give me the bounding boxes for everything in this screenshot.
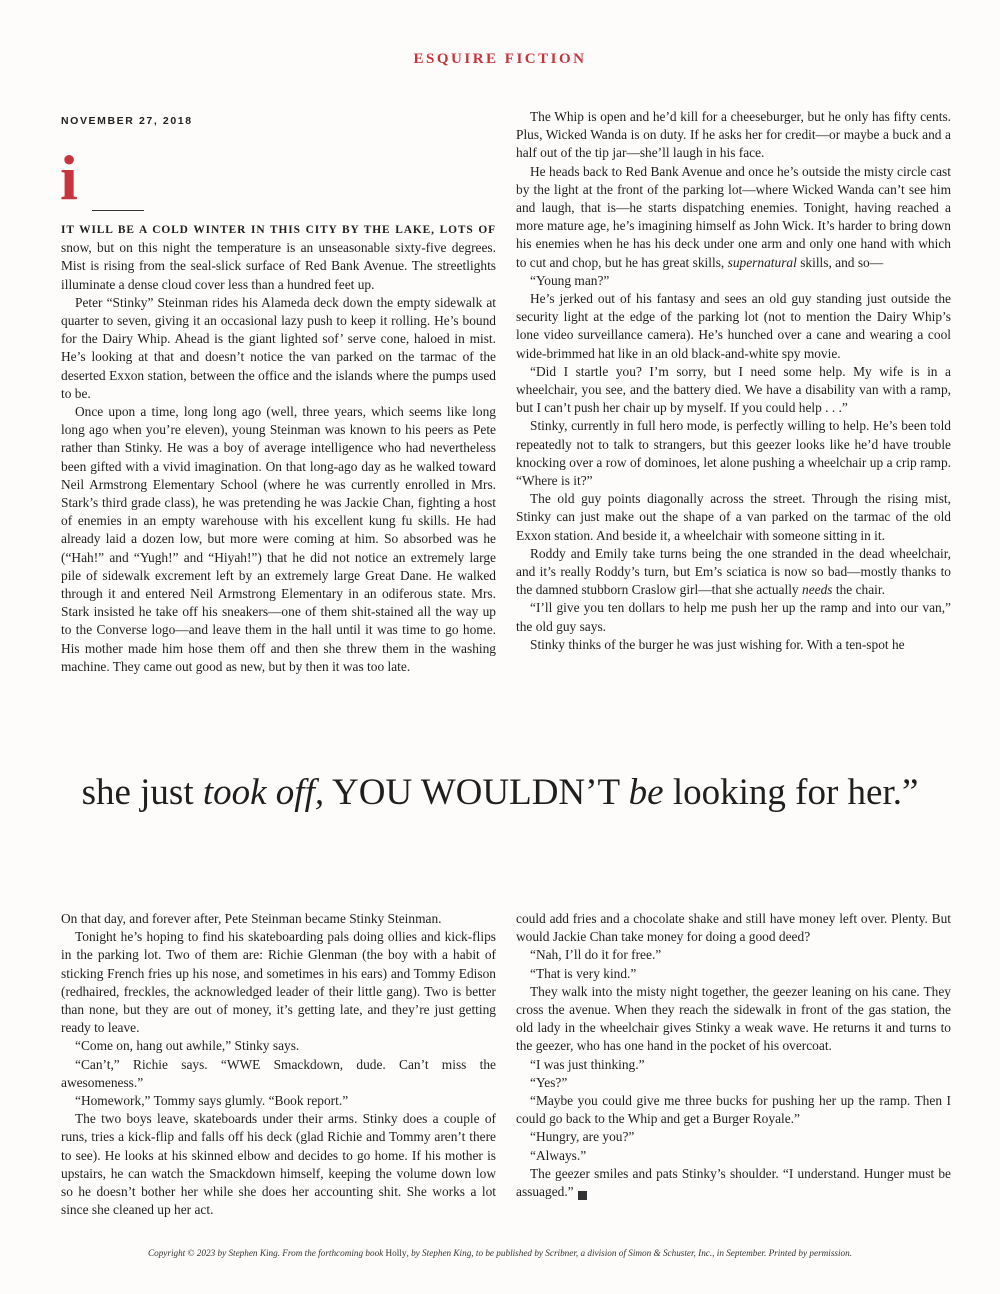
copyright-text: Copyright © 2023 by Stephen King. From the forthcoming book	[147, 1248, 386, 1258]
paragraph: “Yes?”	[530, 1074, 568, 1090]
paragraph: “Always.”	[530, 1147, 587, 1163]
paragraph-text: the chair.	[835, 582, 885, 598]
paragraph: The two boys leave, skateboards under their arms. Stinky does a couple of runs, tries a kick-flip and falls off his deck (glad Richie and Tommy aren’t there to see). He looks at his skinned elbow and decides to go home. If his mother is upstairs, he can watch the Smackdown himself, keeping the volume down low so he doesn’t bother her while she does her accounting shit. She works a lot since she cleaned up her act.	[61, 1111, 496, 1218]
paragraph: “Maybe you could give me three bucks for pushing her up the ramp. Then I could go back to the Whip and get a Burger Royale.”	[516, 1093, 951, 1127]
paragraph: Once upon a time, long long ago (well, three years, which seems like long long ago when you’re eleven), young Steinman was known to his peers as Pete rather than Stinky. He was a boy of average intelligence who had nevertheless been gifted with a vivid imagination. On that long-ago day as he walked toward Neil Armstrong Elementary School (where he was currently enrolled in Mrs. Stark’s third grade class), he was pretending he was Jackie Chan, fighting a host of enemies in an empty warehouse with his excellent kung fu skills. He had already laid a dozen low, but more were coming at him. So absorbed was he (“Hah!” and “Yugh!” and “Hiyah!”) that he did not notice an extremely large pile of sidewalk excrement left by an extremely large Great Dane. He walked through it and entered Neil Armstrong Elementary in an odiferous state. Mrs. Stark insisted he take off his sneakers—one of them shit-stained all the way up to the Converse logo—and leave them in the hall until it was time to go home. His mother made him hose them off and then she threw them in the washing machine. They came out good as new, but by then it was too late.	[61, 404, 496, 674]
paragraph: “Did I startle you? I’m sorry, but I need some help. My wife is in a wheelchair, you see, and the battery died. We have a disability van with a ramp, but I can’t push her chair up by myself. If you could help . . .”	[516, 363, 951, 416]
paragraph-text: skills, and so—	[800, 254, 884, 270]
drop-cap: i	[60, 142, 78, 213]
paragraph: The old guy points diagonally across the street. Through the rising mist, Stinky can just make out the shape of a van parked on the tarmac of the old Exxon station. And beside it, a wheelchair with someone sitting in it.	[516, 491, 951, 543]
article-column-1	[61, 220, 496, 676]
paragraph: “I’ll give you ten dollars to help me push her up the ramp and into our van,” the old guy says.	[516, 600, 951, 634]
paragraph: “Come on, hang out awhile,” Stinky says.	[75, 1038, 300, 1054]
paragraph-text: The geezer smiles and pats Stinky’s shoulder. “I understand. Hunger must be assuaged.”	[516, 1165, 951, 1200]
paragraph-text: snow, but on this night the temperature is an unseasonable sixty-five degrees. Mist is rising from the seal-slick surface of Red Bank Avenue. The streetlights illuminate a dense cloud cover less than a hundred feet up.	[61, 240, 496, 292]
book-title: Holly	[385, 1248, 407, 1258]
pull-quote-text: she just	[81, 772, 203, 813]
emphasis-text: supernatural	[727, 254, 797, 270]
paragraph: The Whip is open and he’d kill for a cheeseburger, but he only has fifty cents. Plus, Wicked Wanda is on duty. If he asks her for credit—or maybe a buck and a half out of the tip jar—she’ll laugh in his face.	[516, 109, 951, 161]
paragraph: “Homework,” Tommy says glumly. “Book report.”	[75, 1093, 349, 1109]
paragraph	[516, 545, 951, 600]
article-column-3	[61, 910, 496, 1219]
paragraph: Stinky thinks of the burger he was just wishing for. With a ten-spot he	[530, 636, 905, 652]
paragraph: “That is very kind.”	[530, 965, 637, 981]
paragraph: could add fries and a chocolate shake and still have money left over. Plenty. But would Jackie Chan take money for doing a good deed?	[516, 911, 951, 945]
paragraph: “Can’t,” Richie says. “WWE Smackdown, dude. Can’t miss the awesomeness.”	[61, 1056, 496, 1090]
paragraph: “I was just thinking.”	[530, 1056, 645, 1072]
paragraph: Peter “Stinky” Steinman rides his Alameda deck down the empty sidewalk at quarter to seven, giving it an occasional lazy push to keep it rolling. He’s bound for the Dairy Whip. Ahead is the giant lighted sof’ serve cone, haloed in mist. He’s looking at that and doesn’t notice the van parked on the tarmac of the deserted Exxon station, between the office and the islands where the pumps used to be.	[61, 294, 496, 401]
paragraph: “Nah, I’ll do it for free.”	[530, 947, 662, 963]
paragraph-text: He heads back to Red Bank Avenue and once he’s outside the misty circle cast by the light at the front of the parking lot—where Wicked Wanda can’t see him and laugh, that is—he starts dispatching enemies. Tonight, having reached a more mature age, he’s imagining himself as John Wick. It’s harder to bring down his enemies when he has his deck under one arm and only one hand with which to cut and chop, but he has great skills,	[516, 163, 951, 270]
publish-date: NOVEMBER 27, 2018	[61, 115, 193, 127]
paragraph: On that day, and forever after, Pete Steinman became Stinky Steinman.	[61, 911, 442, 926]
article-column-4	[516, 910, 951, 1201]
section-kicker: ESQUIRE FICTION	[413, 51, 587, 67]
drop-cap-rule	[92, 210, 144, 211]
end-mark-icon: E	[578, 1191, 587, 1200]
paragraph: He’s jerked out of his fantasy and sees an old guy standing just outside the security light at the edge of the parking lot (not to mention the Dairy Whip’s lone video surveillance camera). He’s hunched over a cane and wearing a cool wide-brimmed hat like in an old black-and-white spy movie.	[516, 291, 951, 361]
paragraph	[61, 220, 496, 294]
pull-quote-emphasis: be	[628, 772, 664, 813]
pull-quote-text: looking for her.”	[663, 772, 919, 813]
paragraph: They walk into the misty night together, the geezer leaning on his cane. They cross the avenue. When they reach the sidewalk in front of the gas station, the old lady in the wheelchair gives Stinky a weak wave. He returns it and turns to the geezer, who has one hand in the pocket of his overcoat.	[516, 983, 951, 1054]
pull-quote-text: YOU WOULDN’T	[324, 772, 629, 813]
lead-in: IT WILL BE A COLD WINTER IN THIS CITY BY THE LAKE, LOTS OF	[61, 224, 496, 236]
paragraph	[516, 1165, 951, 1201]
paragraph: Stinky, currently in full hero mode, is perfectly willing to help. He’s been told repeatedly not to talk to strangers, but this geezer looks like he’d have trouble knocking over a row of dominoes, let alone pushing a wheelchair up a crip ramp. “Where is it?”	[516, 418, 951, 489]
copyright-text: , by Stephen King, to be published by Scribner, a division of Simon & Schuster, Inc., in September. Printed by permission.	[406, 1248, 853, 1258]
paragraph: “Young man?”	[530, 272, 610, 288]
paragraph: “Hungry, are you?”	[530, 1129, 635, 1145]
paragraph	[516, 163, 951, 272]
paragraph-text: Roddy and Emily take turns being the one stranded in the dead wheelchair, and it’s really Roddy’s turn, but Em’s sciatica is now so bad—mostly thanks to the damned stubborn Craslow girl—that she actually	[516, 545, 951, 598]
emphasis-text: needs	[802, 582, 833, 598]
paragraph: Tonight he’s hoping to find his skateboarding pals doing ollies and kick-flips in the parking lot. Two of them are: Richie Glenman (the boy with a habit of sticking French fries up his nose, and sometimes in his ears) and Tommy Edison (redhaired, freckles, the acknowledged leader of their little gang). Two is better than none, but they are out of money, it’s getting late, and they’re just getting ready to leave.	[61, 929, 496, 1036]
pull-quote-emphasis: took off,	[202, 772, 325, 813]
copyright-notice	[0, 1248, 1000, 1258]
article-column-2	[516, 108, 951, 654]
pull-quote	[0, 767, 1000, 819]
